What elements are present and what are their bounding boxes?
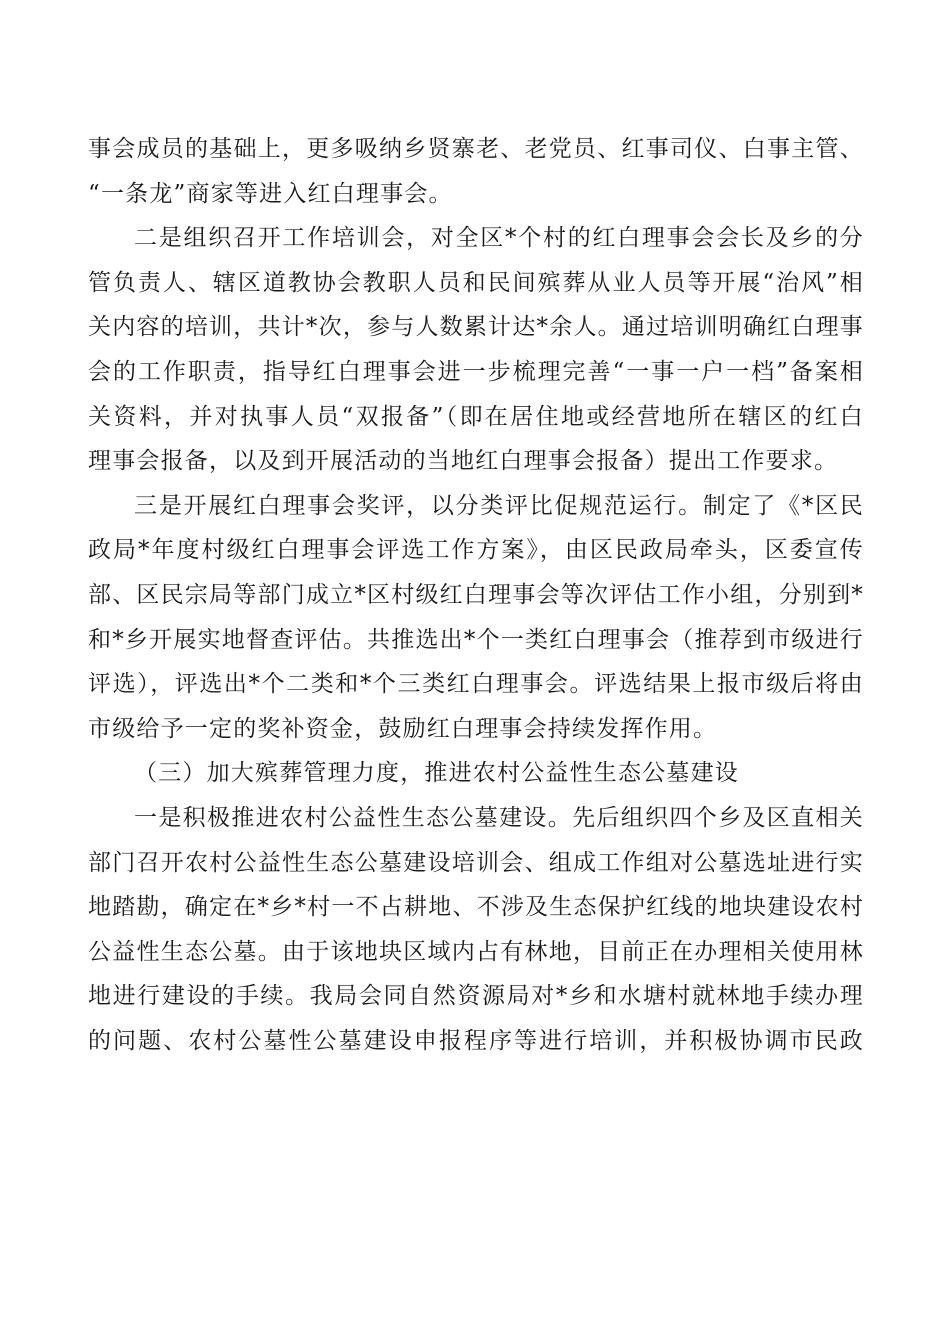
text-line: 理事会报备，以及到开展活动的当地红白理事会报备）提出工作要求。 [88, 448, 839, 475]
text-line: “一条龙”商家等进入红白理事会。 [88, 180, 453, 207]
text-line: 事会成员的基础上，更多吸纳乡贤寨老、老党员、红事司仪、白事主管、 [88, 136, 864, 162]
text-line: 公益性生态公墓。由于该地块区域内占有林地，目前正在办理相关使用林 [88, 938, 864, 965]
text-line: 政局*年度村级红白理事会评选工作方案》，由区民政局牵头，区委宣传 [88, 537, 864, 564]
paragraph-first-line: 二是组织召开工作培训会，对全区*个村的红白理事会会长及乡的分 [134, 225, 864, 252]
text-line: 会的工作职责，指导红白理事会进一步梳理完善“一事一户一档”备案相 [88, 358, 864, 385]
text-line: 地进行建设的手续。我局会同自然资源局对*乡和水塘村就林地手续办理 [88, 983, 864, 1010]
text-line: 部门召开农村公益性生态公墓建设培训会、组成工作组对公墓选址进行实 [88, 849, 864, 876]
text-line: 和*乡开展实地督查评估。共推选出*个一类红白理事会（推荐到市级进行 [88, 626, 864, 653]
text-line: 的问题、农村公墓性公墓建设申报程序等进行培训，并积极协调市民政 [88, 1027, 864, 1054]
paragraph-first-line: 一是积极推进农村公益性生态公墓建设。先后组织四个乡及区直相关 [134, 804, 864, 831]
text-line: 部、区民宗局等部门成立*区村级红白理事会等次评估工作小组，分别到* [88, 581, 864, 608]
text-line: 管负责人、辖区道教协会教职人员和民间殡葬从业人员等开展“治风”相 [88, 269, 864, 296]
document-body [88, 127, 864, 1063]
paragraph-first-line: 三是开展红白理事会奖评，以分类评比促规范运行。制定了《*区民 [134, 492, 864, 519]
text-line: 关内容的培训，共计*次，参与人数累计达*余人。通过培训明确红白理事 [88, 314, 864, 341]
text-line: 地踏勘，确定在*乡*村一不占耕地、不涉及生态保护红线的地块建设农村 [88, 894, 864, 921]
text-line: 评选），评选出*个二类和*个三类红白理事会。评选结果上报市级后将由 [88, 671, 864, 698]
section-heading: （三）加大殡葬管理力度，推进农村公益性生态公墓建设 [134, 760, 739, 787]
text-line: 关资料，并对执事人员“双报备”（即在居住地或经营地所在辖区的红白 [88, 403, 864, 430]
text-line: 市级给予一定的奖补资金，鼓励红白理事会持续发挥作用。 [88, 715, 718, 742]
